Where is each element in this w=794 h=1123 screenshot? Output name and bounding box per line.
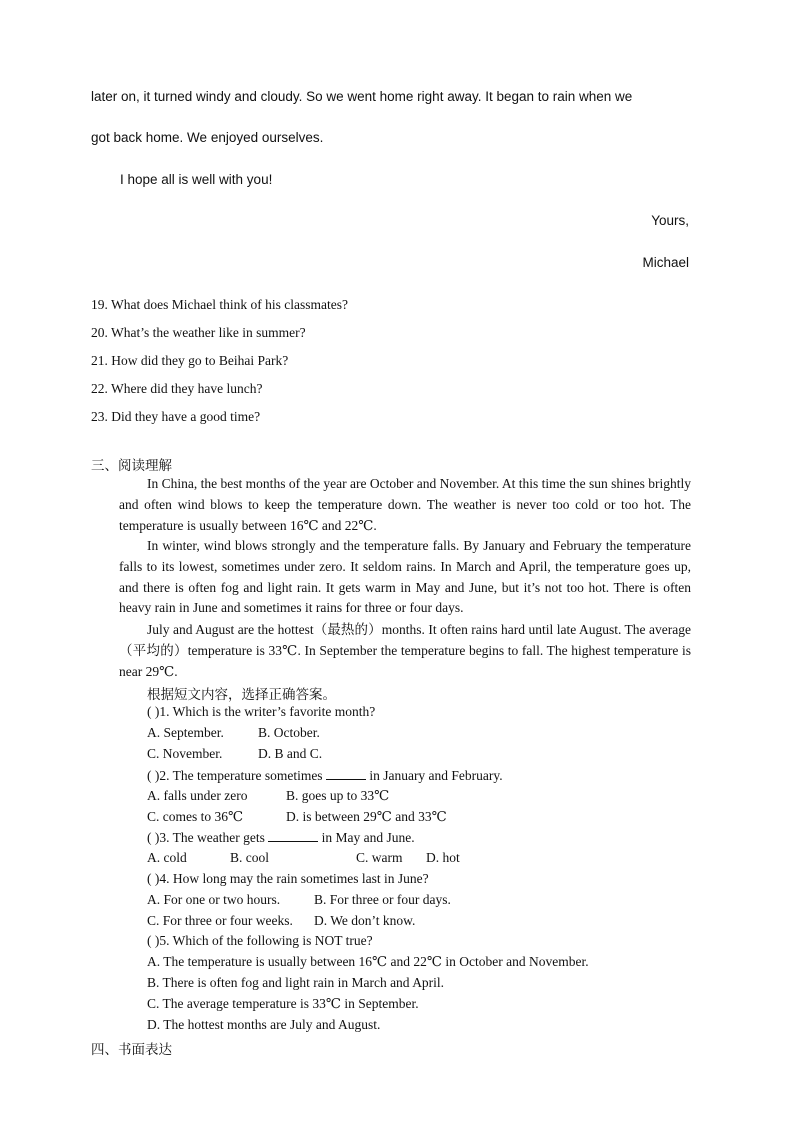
letter-closing: Yours,	[651, 213, 689, 228]
mcq-2-options-row-2	[147, 809, 447, 825]
letter-line-2: got back home. We enjoyed ourselves.	[91, 130, 324, 145]
letter-hope: I hope all is well with you!	[120, 172, 273, 187]
mcq-3-stem-start: ( )3. The weather gets	[147, 830, 269, 845]
mcq-3-option-b: B. cool	[230, 850, 269, 865]
mcq-2-stem-end: in January and February.	[365, 768, 503, 783]
mcq-3-option-d: D. hot	[426, 850, 460, 865]
section-4-heading: 四、书面表达	[91, 1042, 172, 1058]
mcq-4-option-d: D. We don’t know.	[314, 913, 416, 928]
mcq-5-option-b: B. There is often fog and light rain in March and April.	[147, 975, 445, 990]
mcq-3-option-c: C. warm	[356, 850, 403, 865]
question-22: 22. Where did they have lunch?	[91, 381, 263, 396]
mcq-5-stem: ( )5. Which of the following is NOT true?	[147, 933, 373, 948]
passage-paragraph-2: In winter, wind blows strongly and the temperature falls. By January and February the temperature falls to its lowest, sometimes under zero. It seldom rains. In March and April, the temperature goes up, and there is often fog and light rain. It gets warm in May and June, but it’s not too hot. There is often heavy rain in June and sometimes it rains for three or four days.	[119, 538, 691, 616]
mcq-3-stem	[147, 829, 415, 846]
question-23: 23. Did they have a good time?	[91, 409, 261, 424]
letter-signature: Michael	[642, 255, 689, 270]
answer-blank	[268, 829, 318, 842]
instruction: 根据短文内容，选择正确答案。	[147, 687, 336, 703]
mcq-3-stem-end: in May and June.	[318, 830, 415, 845]
mcq-3-option-a: A. cold	[147, 850, 187, 865]
mcq-2-options-row-1	[147, 788, 389, 804]
question-20: 20. What’s the weather like in summer?	[91, 325, 306, 340]
mcq-2-stem	[147, 767, 503, 784]
mcq-5-option-d: D. The hottest months are July and August.	[147, 1017, 381, 1032]
mcq-1-option-a: A. September.	[147, 725, 224, 740]
section-3-heading: 三、阅读理解	[91, 458, 172, 474]
mcq-2-option-b: B. goes up to 33℃	[286, 788, 390, 803]
mcq-2-stem-start: ( )2. The temperature sometimes	[147, 768, 326, 783]
question-21: 21. How did they go to Beihai Park?	[91, 353, 289, 368]
mcq-4-stem: ( )4. How long may the rain sometimes last in June?	[147, 871, 429, 886]
passage-paragraph-1: In China, the best months of the year are October and November. At this time the sun shines brightly and often wind blows to keep the temperature down. The weather is never too cold or too hot. The temperature is usually between 16℃ and 22℃.	[119, 476, 691, 533]
mcq-1-stem: ( )1. Which is the writer’s favorite month?	[147, 704, 376, 719]
mcq-4-option-c: C. For three or four weeks.	[147, 913, 293, 928]
mcq-3-options-row	[147, 850, 460, 866]
mcq-4-option-a: A. For one or two hours.	[147, 892, 281, 907]
question-19: 19. What does Michael think of his classmates?	[91, 297, 348, 312]
mcq-4-options-row-2	[147, 913, 415, 929]
mcq-1-options-row-2	[147, 746, 322, 762]
mcq-2-option-a: A. falls under zero	[147, 788, 248, 803]
mcq-5-option-a: A. The temperature is usually between 16℃ and 22℃ in October and November.	[147, 954, 589, 969]
mcq-1-options-row-1	[147, 725, 320, 741]
mcq-2-option-c: C. comes to 36℃	[147, 809, 244, 824]
mcq-1-option-c: C. November.	[147, 746, 223, 761]
passage-paragraph-3: July and August are the hottest（最热的）months. It often rains hard until late August. The average（平均的）temperature is 33℃. In September the temperature begins to fall. The highest temperature is near 29℃.	[119, 622, 691, 679]
mcq-4-option-b: B. For three or four days.	[314, 892, 451, 907]
mcq-2-option-d: D. is between 29℃ and 33℃	[286, 809, 447, 824]
letter-line-1: later on, it turned windy and cloudy. So we went home right away. It began to rain when we	[91, 89, 633, 104]
answer-blank	[326, 767, 366, 780]
mcq-4-options-row-1	[147, 892, 451, 908]
mcq-1-option-d: D. B and C.	[258, 746, 323, 761]
mcq-1-option-b: B. October.	[258, 725, 320, 740]
mcq-5-option-c: C. The average temperature is 33℃ in September.	[147, 996, 419, 1011]
